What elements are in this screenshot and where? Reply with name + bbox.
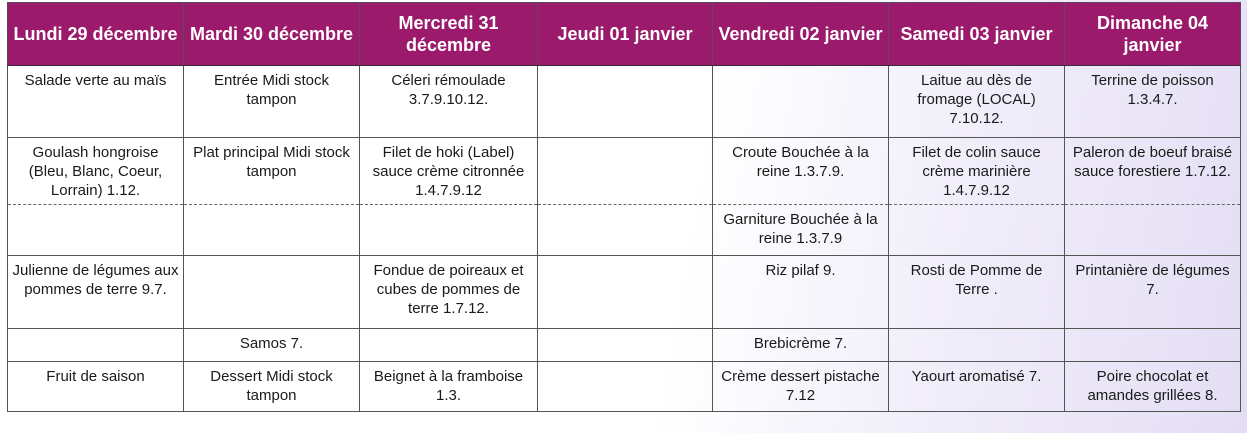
menu-cell: Beignet à la framboise 1.3. (360, 362, 538, 412)
day-header: Vendredi 02 janvier (713, 3, 889, 66)
menu-cell (538, 256, 713, 329)
menu-row-garniture (8, 205, 1241, 256)
menu-cell: Croute Bouchée à la reine 1.3.7.9. (713, 138, 889, 205)
menu-cell: Goulash hongroise (Bleu, Blanc, Coeur, Lorrain) 1.12. (8, 138, 184, 205)
menu-cell (1065, 205, 1241, 256)
menu-cell: Salade verte au maïs (8, 66, 184, 138)
menu-cell: Plat principal Midi stock tampon (184, 138, 360, 205)
menu-cell (1065, 329, 1241, 362)
menu-cell: Rosti de Pomme de Terre . (889, 256, 1065, 329)
menu-row-accompagnement (8, 256, 1241, 329)
menu-cell: Garniture Bouchée à la reine 1.3.7.9 (713, 205, 889, 256)
menu-cell: Filet de hoki (Label) sauce crème citronnée 1.4.7.9.12 (360, 138, 538, 205)
menu-cell (538, 138, 713, 205)
menu-cell (360, 205, 538, 256)
menu-row-dessert (8, 362, 1241, 412)
menu-cell (538, 362, 713, 412)
menu-cell (538, 66, 713, 138)
menu-cell: Poire chocolat et amandes grillées 8. (1065, 362, 1241, 412)
day-header: Mardi 30 décembre (184, 3, 360, 66)
menu-cell (360, 329, 538, 362)
menu-cell: Fruit de saison (8, 362, 184, 412)
menu-row-entree (8, 66, 1241, 138)
menu-cell: Yaourt aromatisé 7. (889, 362, 1065, 412)
menu-cell: Samos 7. (184, 329, 360, 362)
day-header: Samedi 03 janvier (889, 3, 1065, 66)
menu-cell (713, 66, 889, 138)
menu-cell: Printanière de légumes 7. (1065, 256, 1241, 329)
menu-table (7, 2, 1241, 412)
menu-cell: Brebicrème 7. (713, 329, 889, 362)
weekly-menu (7, 2, 1240, 412)
menu-cell: Céleri rémoulade 3.7.9.10.12. (360, 66, 538, 138)
menu-row-fromage (8, 329, 1241, 362)
day-header: Mercredi 31 décembre (360, 3, 538, 66)
menu-cell (538, 329, 713, 362)
menu-cell: Fondue de poireaux et cubes de pommes de terre 1.7.12. (360, 256, 538, 329)
day-header: Dimanche 04 janvier (1065, 3, 1241, 66)
menu-cell (8, 205, 184, 256)
menu-cell (184, 205, 360, 256)
menu-cell: Laitue au dès de fromage (LOCAL) 7.10.12. (889, 66, 1065, 138)
menu-cell (889, 329, 1065, 362)
menu-cell: Riz pilaf 9. (713, 256, 889, 329)
day-header-row (8, 3, 1241, 66)
menu-cell (184, 256, 360, 329)
menu-cell: Entrée Midi stock tampon (184, 66, 360, 138)
menu-cell: Julienne de légumes aux pommes de terre 9.7. (8, 256, 184, 329)
menu-cell: Filet de colin sauce crème marinière 1.4.7.9.12 (889, 138, 1065, 205)
day-header: Jeudi 01 janvier (538, 3, 713, 66)
menu-cell (889, 205, 1065, 256)
menu-cell: Paleron de boeuf braisé sauce forestiere 1.7.12. (1065, 138, 1241, 205)
menu-row-plat (8, 138, 1241, 205)
menu-cell: Crème dessert pistache 7.12 (713, 362, 889, 412)
day-header: Lundi 29 décembre (8, 3, 184, 66)
menu-cell: Dessert Midi stock tampon (184, 362, 360, 412)
menu-cell (538, 205, 713, 256)
menu-cell (8, 329, 184, 362)
menu-cell: Terrine de poisson 1.3.4.7. (1065, 66, 1241, 138)
